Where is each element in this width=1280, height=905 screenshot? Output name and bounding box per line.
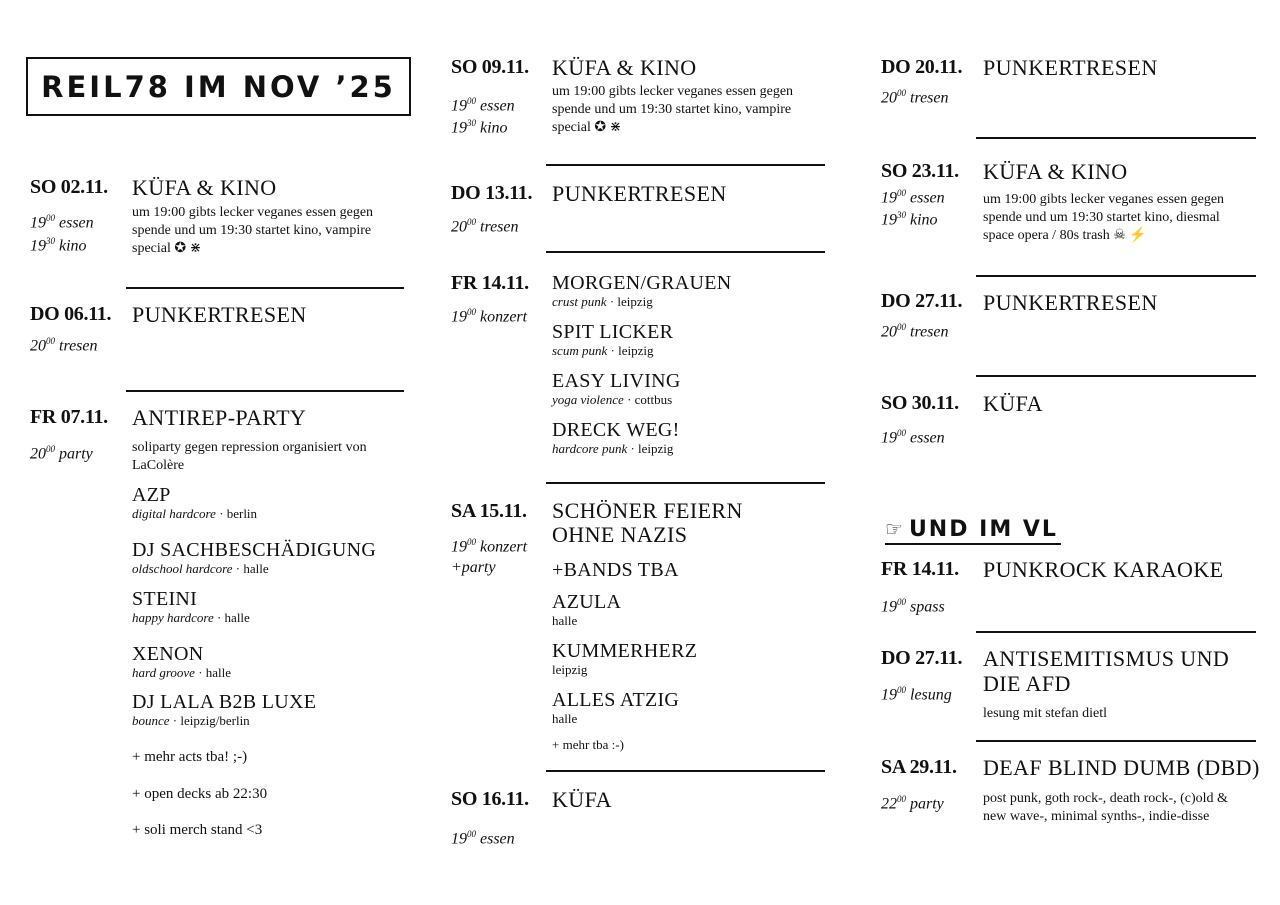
act-name: AZULA — [552, 591, 622, 613]
extra-note: + open decks ab 22:30 — [132, 786, 268, 802]
act-entry — [552, 591, 621, 628]
act-genre: scum punk · leipzig — [552, 343, 654, 358]
event-date: SO 09.11. — [451, 56, 529, 78]
act-entry — [132, 484, 257, 521]
event-title: PUNKERTRESEN — [552, 181, 727, 206]
divider — [546, 251, 825, 253]
event-time: $20^{00}$ tresen — [881, 322, 949, 341]
act-entry — [552, 321, 673, 358]
event-time: $19^{30}$ kino — [30, 236, 87, 255]
event-time: $20^{00}$ tresen — [30, 336, 98, 355]
divider — [546, 770, 825, 772]
act-entry — [552, 272, 731, 309]
divider — [546, 164, 825, 166]
event-time: $19^{00}$ spass — [881, 597, 945, 616]
act-place: leipzig — [552, 662, 588, 677]
event-time: $19^{00}$ konzert — [451, 307, 528, 326]
event-date: DO 27.11. — [881, 647, 963, 669]
event-title: KÜFA & KINO — [983, 159, 1128, 184]
act-entry — [552, 370, 681, 407]
event-date: SO 02.11. — [30, 176, 108, 198]
event-title: PUNKERTRESEN — [983, 290, 1158, 315]
act-genre: crust punk · leipzig — [552, 294, 653, 309]
event-date: SO 16.11. — [451, 788, 529, 810]
act-name: STEINI — [132, 588, 198, 610]
divider — [126, 390, 404, 392]
act-genre: digital hardcore · berlin — [132, 506, 258, 521]
event-description: soliparty gegen repression organisiert von LaColère — [132, 440, 367, 473]
event-date: FR 07.11. — [30, 406, 108, 428]
act-name: SPIT LICKER — [552, 321, 674, 343]
act-name: DRECK WEG! — [552, 419, 680, 441]
event-description: um 19:00 gibts lecker veganes essen gegen spende und um 19:30 startet kino, vampire special ✪ ⋇ — [132, 205, 374, 256]
bands-tba: +BANDS TBA — [552, 559, 679, 581]
header-box — [26, 57, 411, 116]
event-date: SA 15.11. — [451, 500, 527, 522]
event-description: lesung mit stefan dietl — [983, 706, 1108, 721]
event-time: $20^{00}$ tresen — [881, 88, 949, 107]
event-time: $19^{00}$ lesung — [881, 685, 952, 704]
event-date: SO 30.11. — [881, 392, 959, 414]
extra-note: + mehr acts tba! ;-) — [132, 749, 248, 765]
event-description: um 19:00 gibts lecker veganes essen gegen spende und um 19:30 startet kino, diesmal space opera / 80s trash ☠ ⚡ — [983, 192, 1225, 243]
act-entry — [552, 640, 697, 677]
act-name: XENON — [132, 643, 204, 665]
event-title: PUNKERTRESEN — [983, 55, 1158, 80]
event-title: KÜFA — [552, 787, 612, 812]
act-name: DJ SACHBESCHÄDIGUNG — [132, 539, 377, 561]
event-time: $19^{00}$ essen — [881, 428, 945, 447]
event-title: KÜFA & KINO — [552, 55, 697, 80]
event-date: DO 20.11. — [881, 56, 963, 78]
vl-heading-text: UND IM VL — [908, 517, 1058, 542]
event-time: $19^{00}$ essen — [451, 96, 515, 115]
event-date: FR 14.11. — [451, 272, 529, 294]
act-genre: happy hardcore · halle — [132, 610, 250, 625]
vl-heading — [885, 517, 1061, 545]
divider — [976, 740, 1256, 742]
event-date: SO 23.11. — [881, 160, 959, 182]
event-time: $20^{00}$ tresen — [451, 217, 519, 236]
act-genre: oldschool hardcore · halle — [132, 561, 269, 576]
act-entry — [132, 588, 250, 625]
extra-note: + mehr tba :-) — [552, 737, 624, 752]
act-name: AZP — [132, 484, 171, 506]
event-date: DO 06.11. — [30, 303, 112, 325]
event-time: $19^{30}$ kino — [451, 118, 508, 137]
divider — [546, 482, 825, 484]
event-title: DEAF BLIND DUMB (DBD) — [983, 755, 1260, 780]
divider — [126, 287, 404, 289]
act-place: halle — [552, 711, 578, 726]
act-name: EASY LIVING — [552, 370, 681, 392]
event-description: post punk, goth rock-, death rock-, (c)old & new wave-, minimal synths-, indie-disse — [983, 791, 1228, 824]
event-time: $19^{00}$ essen — [881, 188, 945, 207]
act-entry — [552, 689, 679, 726]
event-time: $19^{00}$ konzert — [451, 537, 528, 556]
event-time: $19^{30}$ kino — [881, 210, 938, 229]
event-date: SA 29.11. — [881, 756, 957, 778]
pointing-hand-icon: ☞ — [885, 517, 903, 541]
extra-note: + soli merch stand <3 — [132, 822, 263, 838]
act-genre: bounce · leipzig/berlin — [132, 713, 250, 728]
event-description: um 19:00 gibts lecker veganes essen gegen spende und um 19:30 startet kino, vampire special ✪ ⋇ — [552, 84, 794, 135]
act-name: KUMMERHERZ — [552, 640, 698, 662]
event-title: PUNKERTRESEN — [132, 302, 307, 327]
act-place: halle — [552, 613, 578, 628]
event-time: $19^{00}$ essen — [451, 829, 515, 848]
event-title: ANTISEMITISMUS UND — [983, 646, 1230, 671]
divider — [976, 631, 1256, 633]
event-title: ANTIREP-PARTY — [132, 405, 307, 430]
act-entry — [132, 539, 376, 576]
act-genre: yoga violence · cottbus — [552, 392, 673, 407]
event-time: $19^{00}$ essen — [30, 213, 94, 232]
event-date: DO 13.11. — [451, 182, 533, 204]
act-entry — [132, 691, 316, 728]
divider — [976, 275, 1256, 277]
divider — [976, 375, 1256, 377]
act-name: ALLES ATZIG — [552, 689, 680, 711]
act-name: MORGEN/GRAUEN — [552, 272, 732, 294]
event-date: FR 14.11. — [881, 558, 959, 580]
event-title: OHNE NAZIS — [552, 522, 688, 547]
event-title: SCHÖNER FEIERN — [552, 498, 743, 523]
event-date: DO 27.11. — [881, 290, 963, 312]
event-time: +party — [451, 559, 496, 576]
event-title: KÜFA & KINO — [132, 175, 277, 200]
act-name: DJ LALA B2B LUXE — [132, 691, 317, 713]
event-title: PUNKROCK KARAOKE — [983, 557, 1224, 582]
act-entry — [132, 643, 231, 680]
act-genre: hard groove · halle — [132, 665, 232, 680]
page-title: REIL78 IM NOV ’25 — [41, 70, 396, 104]
act-entry — [552, 419, 680, 456]
act-genre: hardcore punk · leipzig — [552, 441, 674, 456]
event-time: $22^{00}$ party — [881, 794, 944, 813]
divider — [976, 137, 1256, 139]
event-time: $20^{00}$ party — [30, 444, 93, 463]
event-title: KÜFA — [983, 391, 1043, 416]
event-title: DIE AFD — [983, 671, 1071, 696]
